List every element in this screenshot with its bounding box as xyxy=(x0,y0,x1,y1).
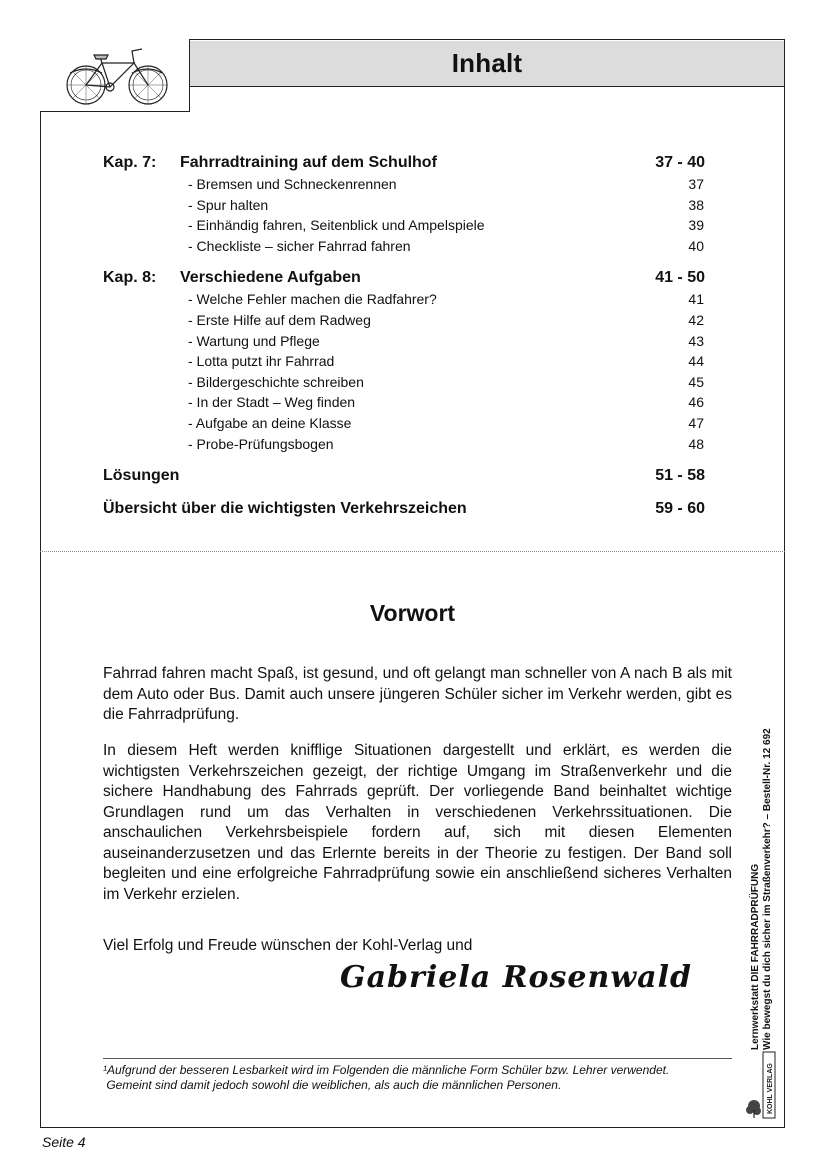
toc-item-label: - Spur halten xyxy=(188,196,269,213)
footnote-line-1: ¹Aufgrund der besseren Lesbarkeit wird im Folgenden die männliche Form Schüler bzw. Lehrer verwendet. xyxy=(103,1063,670,1077)
toc-item-label: - Welche Fehler machen die Radfahrer? xyxy=(188,291,437,308)
toc-item-page: 42 xyxy=(688,311,704,328)
toc-item-label: - Erste Hilfe auf dem Radweg xyxy=(188,311,371,328)
signature: Gabriela Rosenwald xyxy=(340,960,692,995)
page-number: Seite 4 xyxy=(42,1134,86,1150)
toc-chapter-8 xyxy=(103,269,705,291)
toc-entry-pages: 59 - 60 xyxy=(655,500,705,518)
toc-item-page: 37 xyxy=(688,176,704,192)
toc-item-label: - Aufgabe an deine Klasse xyxy=(188,414,352,431)
toc-item-page: 48 xyxy=(688,435,704,452)
series-subtitle: Wie bewegst du dich sicher im Straßenverkehr? – Bestell-Nr. 12 692 xyxy=(762,728,773,1050)
chapter-number: Kap. 7: xyxy=(103,154,157,171)
toc-item-page: 40 xyxy=(688,237,704,254)
toc-item-page: 38 xyxy=(688,196,704,213)
publisher-name: KOHL VERLAG xyxy=(767,1063,774,1114)
toc-item xyxy=(103,415,705,436)
toc-item-label: - Checkliste – sicher Fahrrad fahren xyxy=(188,237,411,254)
publisher-logo xyxy=(745,1050,779,1127)
toc-entry-loesungen xyxy=(103,467,705,489)
toc-item-page: 46 xyxy=(688,394,704,411)
vorwort-paragraph-2: In diesem Heft werden knifflige Situationen dargestellt und erklärt, es werden die wichtigsten Verkehrszeichen gezeigt, der richtige Umgang im Straßenverkehr und die sichere Handhabung des Fahrrads geprüft. Der vorliegende Band beinhaltet wichtige Grundlagen rund um das Verhalten in verschiedenen Verkehrssituationen. Die anschaulichen Verkehrsbeispiele fordern auf, sich mit diesen Elementen auseinanderzusetzen und das Erlernte bereits in der Theorie zu festigen. Der Band soll begleiten und eine erfolgreiche Fahrradprüfung sowie ein anschließend sicheres Verhalten im Verkehr erzielen. xyxy=(103,742,732,903)
toc-item xyxy=(103,333,705,354)
toc-entry-title: Übersicht über die wichtigsten Verkehrszeichen xyxy=(103,500,467,518)
toc-item-label: - Bremsen und Schneckenrennen xyxy=(188,176,397,192)
vorwort-heading: Vorwort xyxy=(369,600,456,626)
toc-item-page: 39 xyxy=(688,217,704,234)
table-of-contents xyxy=(103,154,705,522)
toc-item-label: - Probe-Prüfungsbogen xyxy=(188,435,334,452)
chapter-pages: 37 - 40 xyxy=(655,154,705,171)
toc-item xyxy=(103,176,705,197)
greeting-text: Viel Erfolg und Freude wünschen der Kohl-Verlag und xyxy=(103,937,473,954)
toc-item-page: 44 xyxy=(688,353,704,370)
section-divider xyxy=(40,551,785,552)
bicycle-illustration xyxy=(40,39,190,112)
toc-item xyxy=(103,312,705,333)
footnote xyxy=(103,1063,733,1093)
toc-item-page: 41 xyxy=(688,291,704,308)
footnote-line-2: Gemeint sind damit jedoch sowohl die weiblichen, als auch die männlichen Personen. xyxy=(106,1078,562,1092)
toc-entry-pages: 51 - 58 xyxy=(655,467,705,485)
toc-item-label: - In der Stadt – Weg finden xyxy=(188,394,356,411)
toc-item xyxy=(103,291,705,312)
vorwort-paragraph-1: Fahrrad fahren macht Spaß, ist gesund, und oft gelangt man schneller von A nach B als mit dem Auto oder Bus. Damit auch unsere jüngeren Schüler sicher im Verkehr werden, gibt es die Fahrradprüfung. xyxy=(103,665,732,723)
toc-entry-verkehrszeichen xyxy=(103,500,705,522)
chapter-title: Fahrradtraining auf dem Schulhof xyxy=(180,154,437,171)
toc-item-page: 47 xyxy=(688,414,704,431)
toc-item-label: - Lotta putzt ihr Fahrrad xyxy=(188,353,335,370)
toc-item xyxy=(103,436,705,457)
toc-item-label: - Einhändig fahren, Seitenblick und Ampelspiele xyxy=(188,217,485,234)
toc-item-label: - Bildergeschichte schreiben xyxy=(188,373,364,390)
toc-item xyxy=(103,238,705,259)
toc-item xyxy=(103,197,705,218)
toc-item-page: 45 xyxy=(688,373,704,390)
toc-item xyxy=(103,217,705,238)
series-title: Lernwerkstatt DIE FAHRRADPRÜFUNG xyxy=(750,863,761,1050)
chapter-title: Verschiedene Aufgaben xyxy=(180,269,361,287)
toc-entry-title: Lösungen xyxy=(103,467,180,485)
toc-item xyxy=(103,353,705,374)
series-sidebar xyxy=(750,710,774,1050)
toc-item xyxy=(103,394,705,415)
chapter-pages: 41 - 50 xyxy=(655,269,705,287)
bicycle-icon xyxy=(62,43,172,109)
page-title: Inhalt xyxy=(451,48,523,78)
footnote-rule xyxy=(103,1058,732,1059)
header-bar xyxy=(190,41,784,87)
chapter-number: Kap. 8: xyxy=(103,269,157,287)
toc-item-page: 43 xyxy=(688,332,704,349)
publisher-tree-icon xyxy=(745,1050,779,1122)
toc-item-label: - Wartung und Pflege xyxy=(188,332,320,349)
toc-item xyxy=(103,374,705,395)
toc-chapter-7 xyxy=(103,154,705,176)
